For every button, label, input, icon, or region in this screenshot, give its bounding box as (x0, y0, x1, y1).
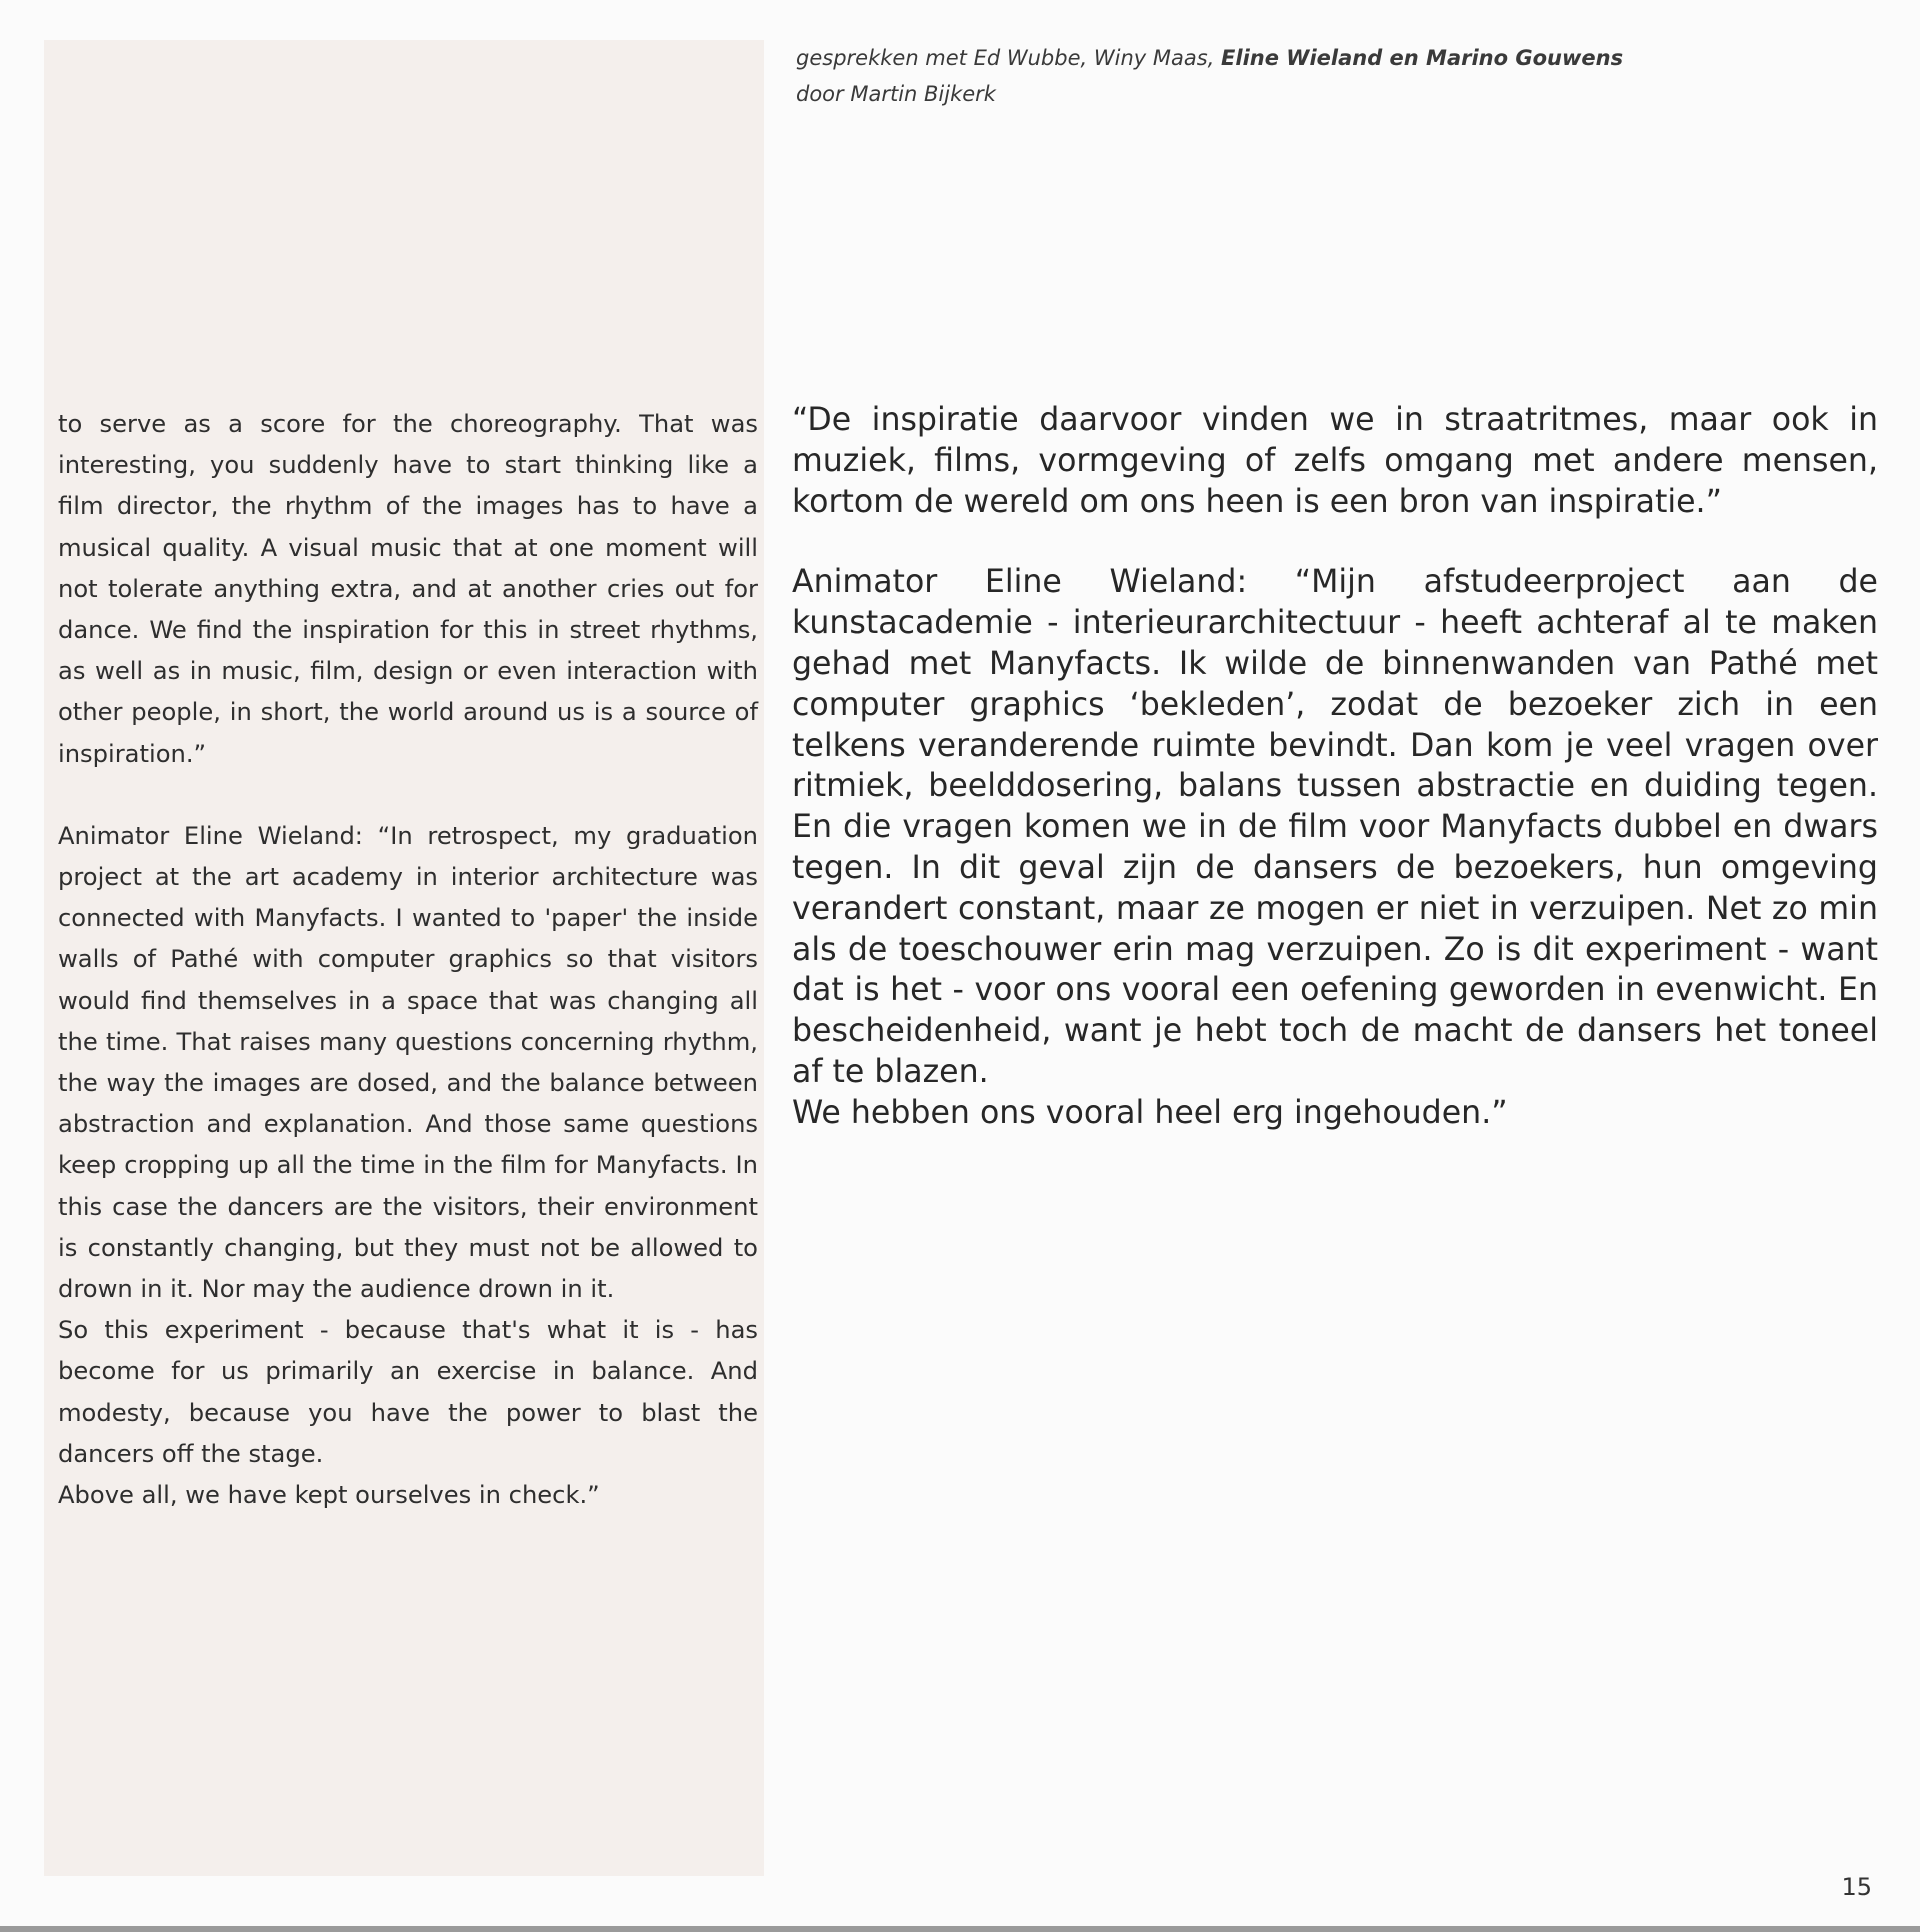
left-paragraph-4: Above all, we have kept ourselves in check.” (58, 1481, 600, 1510)
page-number: 15 (1841, 1873, 1872, 1901)
author-line: door Martin Bijkerk (796, 82, 996, 106)
left-paragraph-1: to serve as a score for the choreography. That was interesting, you suddenly have to start thinking like a film director, the rhythm of the images has to have a musical quality. A visual music that at one moment will not tolerate anything extra, and at another cries out for dance. We find the inspiration for this in street rhythms, as well as in music, film, design or even interaction with other people, in short, the world around us is a source of inspiration.” (58, 410, 758, 768)
credits-bold: Eline Wieland en Marino Gouwens (1221, 46, 1624, 70)
article-header (796, 40, 1836, 112)
credits-line (796, 40, 1836, 76)
dutch-text-column (792, 400, 1878, 1134)
english-translation-column (58, 404, 758, 1516)
right-paragraph-1: “De inspiratie daarvoor vinden we in straatritmes, maar ook in muziek, films, vormgeving of zelfs omgang met andere mensen, kortom de wereld om ons heen is een bron van inspiratie.” (792, 402, 1878, 520)
left-paragraph-2: Animator Eline Wieland: “In retrospect, my graduation project at the art academy in interior architecture was connected with Manyfacts. I wanted to 'paper' the inside walls of Pathé with computer graphics so that visitors would find themselves in a space that was changing all the time. That raises many questions concerning rhythm, the way the images are dosed, and the balance between abstraction and explanation. And those same questions keep cropping up all the time in the film for Manyfacts. In this case the dancers are the visitors, their environment is constantly changing, but they must not be allowed to drown in it. Nor may the audience drown in it. (58, 821, 758, 1304)
page-bottom-edge (0, 1926, 1920, 1932)
left-paragraph-3: So this experiment - because that's what it is - has become for us primarily an exercise in balance. And modesty, because you have the power to blast the dancers off the stage. (58, 1316, 758, 1468)
right-paragraph-2: Animator Eline Wieland: “Mijn afstudeerproject aan de kunstacademie - interieurarchitectuur - heeft achteraf al te maken gehad met Manyfacts. Ik wilde de binnenwanden van Pathé met computer graphics ‘bekleden’, zodat de bezoeker zich in een telkens veranderende ruimte bevindt. Dan kom je veel vragen over ritmiek, beelddosering, balans tussen abstractie en duiding tegen. En die vragen komen we in de film voor Manyfacts dubbel en dwars tegen. In dit geval zijn de dansers de bezoekers, hun omgeving verandert constant, maar ze mogen er niet in verzuipen. Net zo min als de toeschouwer erin mag verzuipen. Zo is dit experiment - want dat is het - voor ons vooral een oefening geworden in evenwicht. En bescheidenheid, want je hebt toch de macht de dansers het toneel af te blazen. (792, 564, 1878, 1090)
right-paragraph-3: We hebben ons vooral heel erg ingehouden.” (792, 1094, 1508, 1131)
credits-prefix: gesprekken met Ed Wubbe, Winy Maas, (796, 46, 1222, 70)
